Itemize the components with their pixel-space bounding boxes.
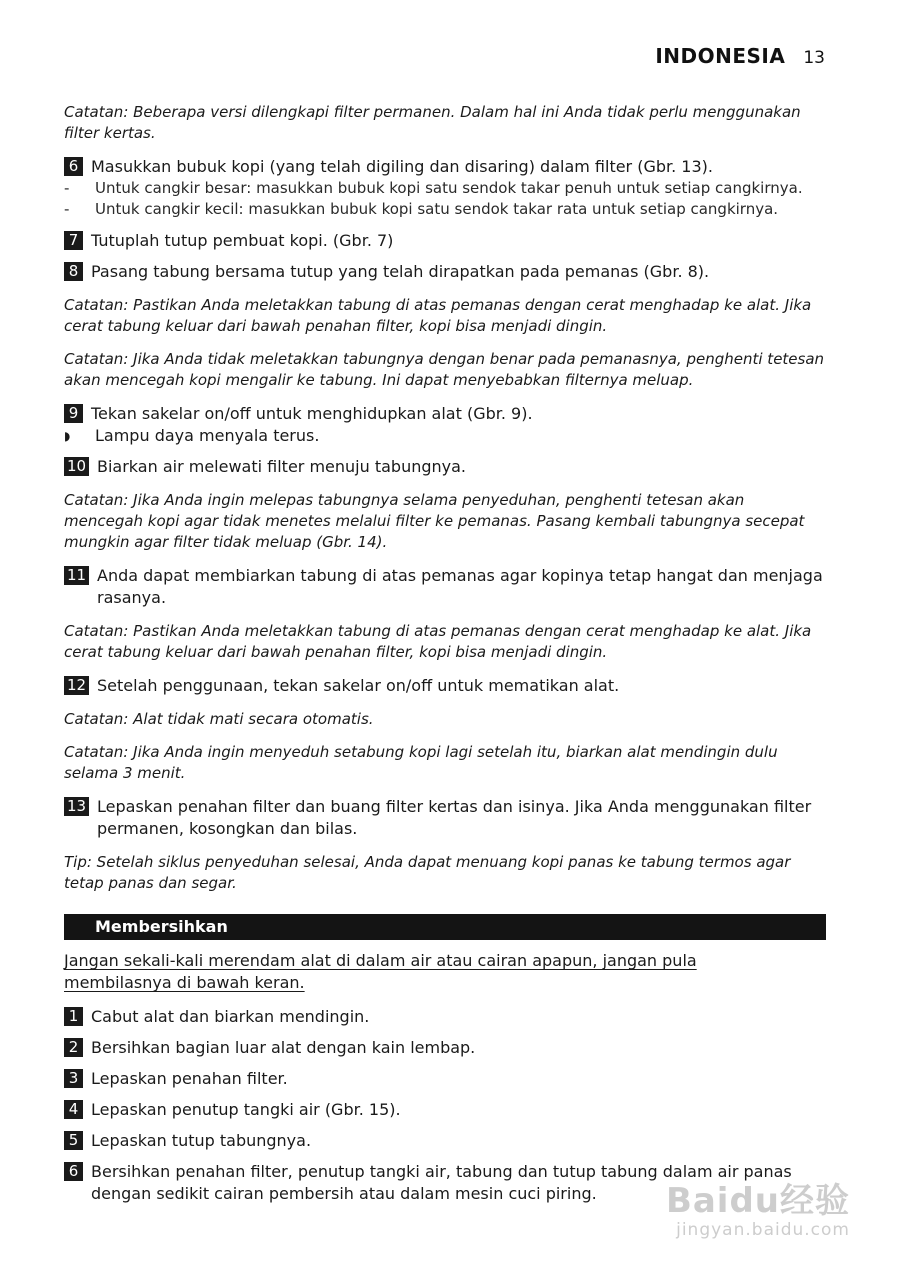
note-spout: Catatan: Pastikan Anda meletakkan tabung di atas pemanas dengan cerat menghadap ke alat. Jika cerat tabung keluar dari bawah penahan filter, kopi bisa menjadi dingin. xyxy=(64,296,812,335)
step-number: 3 xyxy=(64,1069,83,1088)
warning-text: Jangan sekali-kali merendam alat di dalam air atau cairan apapun, jangan pula membilasnya di bawah keran. xyxy=(64,951,697,992)
cleaning-step-1 xyxy=(64,1006,826,1028)
step-text: Biarkan air melewati filter menuju tabungnya. xyxy=(97,457,467,476)
note-remove-jug: Catatan: Jika Anda ingin melepas tabungnya selama penyeduhan, penghenti tetesan akan mencegah kopi agar tidak menetes melalui filter ke pemanas. Pasang kembali tabungnya secepat mungkin agar filter tidak meluap (Gbr. 14). xyxy=(64,491,805,551)
note-drip-stop: Catatan: Jika Anda tidak meletakkan tabungnya dengan benar pada pemanasnya, penghenti tetesan akan mencegah kopi mengalir ke tabung. Ini dapat menyebabkan filternya meluap. xyxy=(64,350,825,389)
step-11 xyxy=(64,565,826,609)
tip-thermos: Tip: Setelah siklus penyeduhan selesai, Anda dapat menuang kopi panas ke tabung termos agar tetap panas dan segar. xyxy=(64,853,791,892)
page-header xyxy=(655,44,825,68)
step-9 xyxy=(64,403,826,425)
step-number: 12 xyxy=(64,676,89,695)
watermark-logo: Baidu经验 xyxy=(665,1181,850,1221)
step-number: 2 xyxy=(64,1038,83,1057)
step-text: Lepaskan penahan filter. xyxy=(91,1069,288,1088)
step-text: Lepaskan penahan filter dan buang filter kertas dan isinya. Jika Anda menggunakan filter permanen, kosongkan dan bilas. xyxy=(97,797,812,838)
step-7 xyxy=(64,230,826,252)
watermark-url: jingyan.baidu.com xyxy=(676,1220,850,1240)
step-12 xyxy=(64,675,826,697)
language-label: INDONESIA xyxy=(655,44,786,68)
page-number: 13 xyxy=(803,48,825,68)
sub-item xyxy=(64,199,826,220)
step-number: 11 xyxy=(64,566,89,585)
section-heading-cleaning: Membersihkan xyxy=(64,914,826,940)
cleaning-step-4 xyxy=(64,1099,826,1121)
step-text: Anda dapat membiarkan tabung di atas pemanas agar kopinya tetap hangat dan menjaga rasanya. xyxy=(97,566,823,607)
step-text: Setelah penggunaan, tekan sakelar on/off untuk mematikan alat. xyxy=(97,676,620,695)
dash-bullet: - xyxy=(64,179,70,197)
cleaning-step-5 xyxy=(64,1130,826,1152)
step-text: Lepaskan tutup tabungnya. xyxy=(91,1131,312,1150)
step-text: Tekan sakelar on/off untuk menghidupkan alat (Gbr. 9). xyxy=(91,404,533,423)
result-arrow-icon: ◗ xyxy=(64,429,71,443)
step-text: Tutuplah tutup pembuat kopi. (Gbr. 7) xyxy=(91,231,394,250)
note-permanent-filter: Catatan: Beberapa versi dilengkapi filter permanen. Dalam hal ini Anda tidak perlu menggunakan filter kertas. xyxy=(64,103,801,142)
note-spout: Catatan: Pastikan Anda meletakkan tabung di atas pemanas dengan cerat menghadap ke alat. Jika cerat tabung keluar dari bawah penahan filter, kopi bisa menjadi dingin. xyxy=(64,622,812,661)
note-cool-down: Catatan: Jika Anda ingin menyeduh setabung kopi lagi setelah itu, biarkan alat mendingin dulu selama 3 menit. xyxy=(64,743,778,782)
step-result xyxy=(64,425,826,447)
step-6 xyxy=(64,156,826,178)
step-text: Bersihkan bagian luar alat dengan kain lembap. xyxy=(91,1038,476,1057)
step-number: 9 xyxy=(64,404,83,423)
step-13 xyxy=(64,796,826,840)
step-number: 13 xyxy=(64,797,89,816)
dash-bullet: - xyxy=(64,200,70,218)
step-number: 5 xyxy=(64,1131,83,1150)
sub-item xyxy=(64,178,826,199)
step-number: 6 xyxy=(64,1162,83,1181)
cleaning-step-2 xyxy=(64,1037,826,1059)
baidu-watermark xyxy=(666,1182,850,1240)
step-text: Lepaskan penutup tangki air (Gbr. 15). xyxy=(91,1100,401,1119)
step-8 xyxy=(64,261,826,283)
step-text: Masukkan bubuk kopi (yang telah digiling dan disaring) dalam filter (Gbr. 13). xyxy=(91,157,713,176)
manual-content xyxy=(64,102,826,1214)
step-number: 6 xyxy=(64,157,83,176)
step-text: Cabut alat dan biarkan mendingin. xyxy=(91,1007,370,1026)
cleaning-warning xyxy=(64,950,784,994)
step-number: 8 xyxy=(64,262,83,281)
step-number: 1 xyxy=(64,1007,83,1026)
step-text: Pasang tabung bersama tutup yang telah dirapatkan pada pemanas (Gbr. 8). xyxy=(91,262,710,281)
result-text: Lampu daya menyala terus. xyxy=(95,426,320,445)
step-10 xyxy=(64,456,826,478)
step-number: 10 xyxy=(64,457,89,476)
sub-item-text: Untuk cangkir kecil: masukkan bubuk kopi satu sendok takar rata untuk setiap cangkirnya. xyxy=(95,200,779,218)
step-number: 7 xyxy=(64,231,83,250)
cleaning-step-3 xyxy=(64,1068,826,1090)
step-number: 4 xyxy=(64,1100,83,1119)
sub-item-text: Untuk cangkir besar: masukkan bubuk kopi satu sendok takar penuh untuk setiap cangkirnya. xyxy=(95,179,803,197)
step-text: Bersihkan penahan filter, penutup tangki air, tabung dan tutup tabung dalam air panas dengan sedikit cairan pembersih atau dalam mesin cuci piring. xyxy=(91,1162,792,1203)
note-auto-off: Catatan: Alat tidak mati secara otomatis. xyxy=(64,710,374,728)
